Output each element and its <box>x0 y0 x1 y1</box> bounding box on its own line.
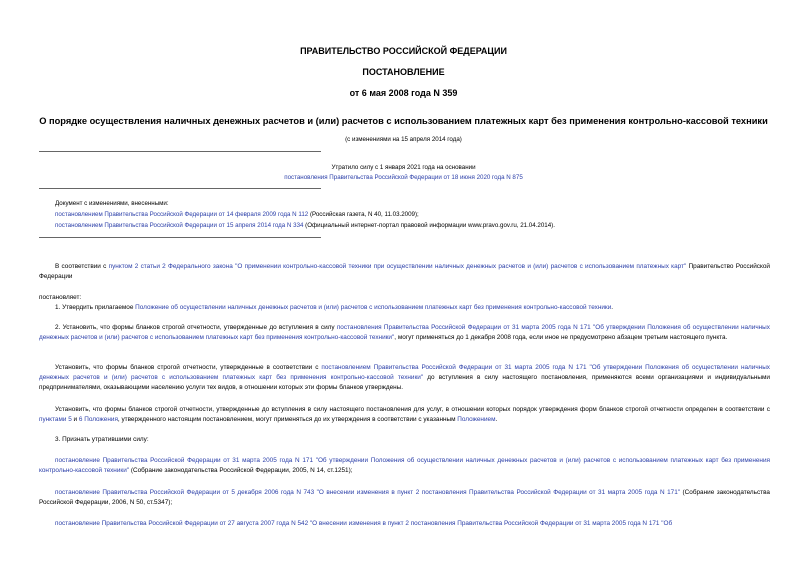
paragraph-repeal-1 <box>39 456 770 476</box>
divider <box>39 151 321 152</box>
item-2b-text: Установить, что формы бланков строгой отчетности, утвержденные в соответствии с <box>55 364 322 371</box>
paragraph-resolves: постановляет: <box>39 294 82 301</box>
item-2c-text: Установить, что формы бланков строгой отчетности, утвержденные до вступления в силу настоящего постановления для услуг, в отношении которых порядок утверждения форм бланков строгой отчетности определен в соответствии с <box>55 406 770 413</box>
paragraph-item-1 <box>39 303 770 313</box>
item-2b-tail: до вступления в силу настоящего постановления, применяются всеми организациями и индивидуальными предпринимателями, оказывающими населению услуги тех видов, в отношении которых эти формы бланков утверждены. <box>39 374 770 391</box>
paragraph-item-2 <box>39 323 770 343</box>
regulation-link-2[interactable]: Положением <box>457 416 496 423</box>
divider <box>39 188 321 189</box>
resolution-171-link[interactable]: постановления Правительства Российской Федерации от 31 марта 2005 года N 171 "Об утверждении Положения об осуществлении наличных денежных расчетов и (или) расчетов с использованием платежных карт без применения контрольно-кассовой техники" <box>39 324 770 341</box>
paragraph-repeal-3 <box>39 519 770 529</box>
preamble-tail: Правительство Российской Федерации <box>39 263 770 280</box>
point-6-link[interactable]: 6 Положения <box>78 416 118 423</box>
changes-item-2-tail: (Официальный интернет-портал правовой информации www.pravo.gov.ru, 21.04.2014). <box>303 222 555 229</box>
amendment-note: (с изменениями на 15 апреля 2014 года) <box>345 136 462 143</box>
changes-item-1 <box>55 211 419 218</box>
repeal-link-1[interactable]: постановление Правительства Российской Федерации от 31 марта 2005 года N 171 "Об утверждении Положения об осуществлении наличных денежных расчетов и (или) расчетов с использованием платежных карт без применения контрольно-кассовой техники" <box>39 457 770 474</box>
expiry-link[interactable]: постановления Правительства Российской Федерации от 18 июня 2020 года N 875 <box>284 174 523 181</box>
resolution-171-link-2[interactable]: постановлением Правительства Российской Федерации от 31 марта 2005 года N 171 "Об утверждении Положения об осуществлении наличных денежных расчетов и (или) расчетов с использованием платежных карт без применения контрольно-кассовой техники" <box>39 364 770 381</box>
item-2c-and: и <box>71 416 79 423</box>
changes-intro: Документ с изменениями, внесенными: <box>55 200 169 207</box>
points-5-link[interactable]: пунктами 5 <box>39 416 72 423</box>
item-2-tail: , могут применяться до 1 декабря 2008 года, если иное не предусмотрено абзацем третьим настоящего пункта. <box>394 334 728 341</box>
paragraph-item-2c <box>39 405 770 425</box>
item-1-tail: . <box>611 304 614 311</box>
org-heading: ПРАВИТЕЛЬСТВО РОССИЙСКОЙ ФЕДЕРАЦИИ <box>300 46 507 56</box>
changes-item-2 <box>55 222 555 229</box>
preamble-text: В соответствии с <box>55 263 109 270</box>
paragraph-preamble <box>39 262 770 282</box>
item-2c-mid: , утвержденного настоящим постановлением, могут применяться до их утверждения в соответствии с указанным <box>117 416 458 423</box>
changes-item-1-link[interactable]: постановлением Правительства Российской Федерации от 14 февраля 2009 года N 112 <box>55 211 309 218</box>
divider <box>39 237 321 238</box>
changes-item-2-link[interactable]: постановлением Правительства Российской Федерации от 15 апреля 2014 года N 334 <box>55 222 304 229</box>
item-2-text: 2. Установить, что формы бланков строгой отчетности, утвержденные до вступления в силу <box>55 324 337 331</box>
item-3-text: 3. Признать утратившими силу: <box>55 436 149 443</box>
repeal-2-tail: (Собрание законодательства Российской Федерации, 2006, N 50, ст.5347); <box>39 489 770 506</box>
repeal-link-3[interactable]: постановление Правительства Российской Федерации от 27 августа 2007 года N 542 "О внесении изменения в пункт 2 постановления Правительства Российской Федерации от 31 марта 2005 года N 171 "Об <box>55 520 673 527</box>
document-title: О порядке осуществления наличных денежных расчетов и (или) расчетов с использованием платежных карт без применения контрольно-кассовой техники <box>39 116 768 126</box>
item-2c-tail: . <box>495 416 498 423</box>
law-link[interactable]: пунктом 2 статьи 2 Федерального закона "О применении контрольно-кассовой техники при осуществлении наличных денежных расчетов и (или) расчетов с использованием платежных карт" <box>108 263 687 270</box>
regulation-link[interactable]: Положение об осуществлении наличных денежных расчетов и (или) расчетов с использованием платежных карт без применения контрольно-кассовой техники <box>135 304 612 311</box>
item-1-text: 1. Утвердить прилагаемое <box>55 304 136 311</box>
repeal-1-tail: (Собрание законодательства Российской Федерации, 2005, N 14, ст.1251); <box>129 467 353 474</box>
paragraph-item-3 <box>39 435 770 445</box>
expiry-link-line <box>0 174 807 181</box>
paragraph-item-2b <box>39 363 770 393</box>
changes-item-1-tail: (Российская газета, N 40, 11.03.2009); <box>308 211 419 218</box>
date-number-heading: от 6 мая 2008 года N 359 <box>349 88 458 98</box>
doc-type-heading: ПОСТАНОВЛЕНИЕ <box>362 67 445 77</box>
expiry-note: Утратило силу с 1 января 2021 года на основании <box>331 164 476 171</box>
paragraph-repeal-2 <box>39 488 770 508</box>
repeal-link-2[interactable]: постановление Правительства Российской Федерации от 5 декабря 2006 года N 743 "О внесении изменения в пункт 2 постановления Правительства Российской Федерации от 31 марта 2005 года N 171" <box>55 489 681 496</box>
